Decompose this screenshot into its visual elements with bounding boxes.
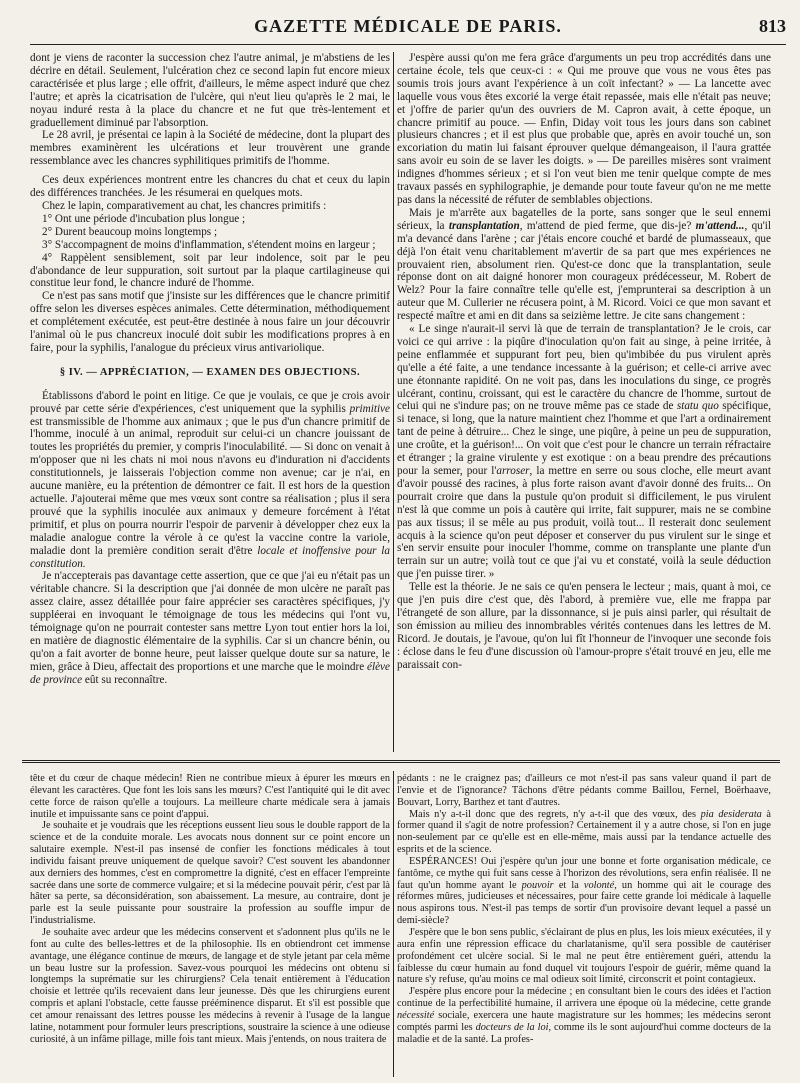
feuilleton-rule bbox=[22, 760, 780, 763]
list-item: 3° S'accompagnent de moins d'inflammation, s'étendent moins en largeur ; bbox=[42, 238, 376, 251]
paragraph: Établissons d'abord le point en litige. Ce que je voulais, ce que je crois avoir prouvé par cette série d'expériences, c'est uniquement que la syphilis primitive est transmissible de l'homme aux animaux ; que le pus d'un chancre primitif de l'homme, inoculé à un animal, reproduit sur celui-ci un chancre jouissant de toutes les propriétés du premier, y compris l'inoculabilité. — Si donc on venait à m'opposer que ni les chats ni moi nous n'avons eu d'induration ni d'accidents constitutionnels, je laisserais l'objection comme non avenue; car je n'ai, en aucune manière, eu la prétention de démontrer ce fait. Il est hors de la question actuelle. J'ajouterai même que mes vœux sont contre sa réalisation ; plus il sera prouvé que la syphilis inoculée aux animaux y demeure forcément à l'état primitif, et plus on pourra nourrir l'espoir de parvenir à développer chez eux la maladie analogue contre la vérole à ce qu'est la vaccine contre la variole, maladie dont la première condition serait d'être locale et inoffensive pour la constitution. bbox=[30, 389, 390, 570]
paragraph: Telle est la théorie. Je ne sais ce qu'en pensera le lecteur ; mais, quant à moi, ce que j'en puis dire c'est que, dès l'abord, à première vue, elle me frappa par l'étrangeté de son allure, par la dissonnance, si je puis ainsi parler, qui résultait de son émission au milieu des innombrables vérités contenues dans les lettres de M. Ricord. Je doutais, je l'avoue, qu'on lui fît l'honneur de l'invoquer une seconde fois : éclose dans le feu d'une discussion où l'amour-propre s'était trouvé en jeu, elle me paraissait con- bbox=[397, 581, 771, 671]
paragraph: J'espère que le bon sens public, s'éclairant de plus en plus, les lois mieux exécutées, il y aura enfin une répression efficace du charlatanisme, qu'il sera possible de cautériser profondément cet ulcère social. Si le mal ne peut être entièrement guéri, attendu la faiblesse du cœur humain au fond duquel vit toujours l'espoir de guérir, même quand la nature s'y refuse, qu'au moins ce mal odieux soit limité, circonscrit et point contagieux. bbox=[397, 926, 771, 986]
paragraph: Chez le lapin, comparativement au chat, les chancres primitifs : bbox=[42, 199, 327, 212]
paragraph: Ces deux expériences montrent entre les chancres du chat et ceux du lapin des différences tranchées. Je les résumerai en quelques mots. bbox=[30, 174, 390, 200]
paragraph: ESPÉRANCES! Oui j'espère qu'un jour une bonne et forte organisation médicale, ce fantôme, ce mythe qui fuit sans cesse à l'horizon des révolutions, sera enfin réalisée. Il ne faut qu'un homme ayant le pouvoir et la volonté, un homme qui ait le courage des réformes mûres, judicieuses et nécessaires, pour faire cette grande loi médicale à laquelle nous aspirons tous. N'est-il pas temps de sortir d'un provisoire devant lequel a passé un demi-siècle? bbox=[397, 855, 771, 927]
section-heading: § IV. — APPRÉCIATION, — EXAMEN DES OBJECTIONS. bbox=[59, 366, 361, 378]
paragraph: Le 28 avril, je présentai ce lapin à la Société de médecine, dont la plupart des membres examinèrent les ulcérations et leur trouvèrent une grande ressemblance avec les chancres syphilitiques primitifs de l'homme. bbox=[30, 129, 390, 168]
paragraph: Je n'accepterais pas davantage cette assertion, que ce que j'ai eu n'était pas un véritable chancre. Si la description que j'ai donnée de mon ulcère ne paraît pas assez claire, assez détaillée pour faire apprécier ses caractères spécifiques, j'y suppléerai en invoquant le témoignage de tous les médecins qui l'ont vu, témoignage qu'on ne pourrait contester sans mettre Lyon tout entier hors la loi, en matière de diagnostic élémentaire de la syphilis. Car si un chancre bénin, ou qu'on a fait avorter de bonne heure, peut laisser quelque doute sur sa nature, le mien, grâce à Dieu, affectait des proportions et une marche que le moindre élève de province eût su reconnaître. bbox=[30, 570, 390, 686]
paragraph: J'espère aussi qu'on me fera grâce d'arguments un peu trop accrédités dans une certaine école, tels que ceux-ci : « Qui me prouve que vous ne vous êtes pas soumis trois jours avant l'expérience à un coït infectant? » — La lancette avec laquelle vous vous êtes excorié la verge était repassée, mais elle n'était pas neuve; et j'offre de parier qu'un des ouvriers de M. Capron avait, à cette époque, un chancre primitif au pouce. — Enfin, Diday voit tous les jours dans son cabinet plusieurs chancres ; et il est plus que probable que, après en avoir touché un, son excoriation du matin lui faisant éprouver quelque démangeaison, il l'aura grattée sans avoir eu soin de se laver les doigts. » — De pareilles misères sont vraiment indignes d'hommes sérieux ; et si l'on veut bien me tenir quelque compte de mes travaux passés en syphilographie, je demande pour toute faveur qu'on ne me mette pas dans la nécessité de réfuter de semblables objections. bbox=[397, 52, 771, 206]
column-divider bbox=[393, 52, 394, 752]
journal-title: GAZETTE MÉDICALE DE PARIS. bbox=[254, 16, 562, 36]
header-rule bbox=[30, 44, 786, 45]
list-item: 2° Durent beaucoup moins longtemps ; bbox=[42, 225, 218, 238]
quotation: « Le singe n'aurait-il servi là que de terrain de transplantation? Je le crois, car voici ce qui arrive : la piqûre d'inoculation qu'on fait au singe, à peine irritée, à peine enflammée et suppurant fort peu, bien qu'imbibée du pus virulent après qu'elle a été faite, a une tendance incessante à la guérison; et celle-ci arrive avec une étonnante rapidité. On ne voit pas, dans les inoculations du singe, ce progrès ulcérant, continu, croissant, qui est le caractère du chancre de l'homme, surtout de celui qui ne s'indure pas; on ne trouve même pas ce stade de statu quo spécifique, si tenace, si long, que la nature maintient chez l'homme et que l'art a ordinairement tant de peine à détruire... Chez le singe, une piqûre, à peine un peu de suppuration, une croûte, et la guérison!... On voit que c'est pour le chancre un terrain réfractaire et étranger ; la graine virulente y est exotique : on a beau prendre des précautions pour la semer, pour l'arroser, la mettre en serre ou sous cloche, elle meurt avant d'avoir poussé des racines, à plus forte raison avant d'avoir donné des fruits... On pourrait croire que dans la pustule qu'on produit si difficilement, le pus virulent n'est là que comme un pois à cautère qui irrite, fait suppurer, mais ne se combine pas aux tissus; il se mêle au pus produit, voilà tout... Il resterait donc seulement acquis à la science qu'on peut déposer et conserver du pus virulent sur le singe et s'en servir ensuite pour inoculer l'homme, comme on transplante une plante d'un terrain sur un autre; voilà tout ce que j'ai vu et constaté, voilà la seule déduction que j'en puisse tirer. » bbox=[397, 323, 771, 581]
paragraph: Je souhaite et je voudrais que les réceptions eussent lieu sous le double rapport de la science et de la conduite morale. Les avocats nous donnent sur ce point encore un salutaire exemple. N'est-il pas insensé de confier les fonctions médicales à tout individu faisant preuve uniquement de quelque savoir? C'est souvent les abandonner aux derniers des hommes, c'est en compromettre la dignité, c'est en effacer l'empreinte sacrée dans une sorte de commerce vulgaire; et si la médecine pouvait périr, c'est par là hâter sa perte, sa déconsidération, son abaissement. La mesure, au contraire, dont je parle est la seule puissante pour soustraire la profession au souffle impur de l'industrialisme. bbox=[30, 820, 390, 927]
paragraph: J'espère plus encore pour la médecine ; en consultant bien le cours des idées et l'action continue de la perfectibilité humaine, il arrivera une époque où la médecine, cette grande nécessité sociale, exercera une haute magistrature sur les hommes; les médecins seront comptés parmi les docteurs de la loi, comme ils le sont aujourd'hui comme docteurs de la maladie et de la santé. La profes- bbox=[397, 986, 771, 1045]
page-number: 813 bbox=[759, 16, 786, 36]
bottom-left-column bbox=[30, 773, 390, 1079]
list-item: 1° Ont une période d'incubation plus longue ; bbox=[42, 212, 246, 225]
paragraph: Mais je m'arrête aux bagatelles de la porte, sans songer que le seul ennemi sérieux, la transplantation, m'attend de pied ferme, que dis-je? m'attend..., qu'il m'a devancé dans l'arène ; car j'étais encore couché et bardé de plumasseaux, que déjà l'on était venu charitablement m'avertir de sa part que mes expériences ne prouvaient rien, absolument rien. Qu'est-ce donc que la transplantation, seule réponse dont on ait daigné honorer mon courageux prédécesseur, M. Robert de Welz? Pour la faire connaître telle qu'elle est, j'emprunterai sa description à un auteur que M. Cullerier ne récusera point, à M. Ricord. Voici ce que mon savant et respecté maître et ami en dit dans sa seizième lettre. Je cite sans changement : bbox=[397, 206, 771, 323]
page-header bbox=[30, 14, 786, 44]
column-divider bbox=[393, 771, 394, 1077]
top-right-column bbox=[397, 52, 771, 752]
paragraph: Je souhaite avec ardeur que les médecins conservent et s'adonnent plus qu'ils ne le font au culte des belles-lettres et de la philosophie. Ils en obtiendront cet immense avantage, une élégance continue de mœurs, de langage et de style jetant par cela même un beau lustre sur la profession. Savez-vous pourquoi les médecins ont obtenu si longtemps la suprématie sur les chirurgiens? Cela tenait entièrement à l'éducation choisie et lettrée qu'ils recevaient dans leur jeunesse. Dès que les chirurgiens eurent compris et aplani l'obstacle, cette fausse prééminence disparut. Et s'il est possible que cet amour renaissant des lettres pousse les médecins à revenir à l'usage de la langue latine, notamment pour formuler leurs prescriptions, soustraire la science à une odieuse curiosité, à un infâme pillage, mille fois tant mieux. Mais j'entends, on nous traitera de bbox=[30, 926, 390, 1045]
list-item: 4° Rappèlent sensiblement, soit par leur indolence, soit par le peu d'abondance de leur suppuration, soit surtout par la plaque cartilagineuse qui constitue leur fond, le chancre induré de l'homme. bbox=[30, 251, 390, 290]
paragraph: tête et du cœur de chaque médecin! Rien ne contribue mieux à épurer les mœurs en élevant les caractères. Que font les lois sans les mœurs? C'est l'antiquité qui le dit avec cette force de raison qu'elle a toujours. La meilleure charte médicale sera à jamais inutile et impuissante sans ce point d'appui. bbox=[30, 773, 390, 820]
paragraph: dont je viens de raconter la succession chez l'autre animal, je m'abstiens de les décrire en détail. Seulement, l'ulcération chez ce second lapin fut encore mieux caractérisée et plus large ; elle offrit, d'ailleurs, le même aspect induré que chez l'autre; et après la cicatrisation de l'ulcère, qui n'eut lieu qu'après le 2 mai, le noyau induré resta à la place du chancre et ne fut que très-lentement et graduellement diminué par l'absorption. bbox=[30, 52, 390, 129]
top-left-column bbox=[30, 52, 390, 752]
paragraph: pédants : ne le craignez pas; d'ailleurs ce mot n'est-il pas sans valeur quand il part de l'envie et de l'ignorance? Tâchons d'être pédants comme Baillou, Fernel, Boërhaave, Bouvart, Lorry, Barthez et tant d'autres. bbox=[397, 773, 771, 808]
bottom-right-column bbox=[397, 773, 771, 1079]
paragraph: Mais n'y a-t-il donc que des regrets, n'y a-t-il que des vœux, des pia desiderata à former quand il s'agit de notre profession? Certainement il y a autre chose, si l'on en juge non-seulement par ce qu'elle est en elle-même, mais aussi par la tendance actuelle des esprits et de la science. bbox=[397, 808, 771, 856]
paragraph: Ce n'est pas sans motif que j'insiste sur les différences que le chancre primitif offre selon les diverses espèces animales. Cette détermination, méthodiquement et complétement exécutée, est peut-être destinée à nous faire un jour découvrir l'animal où le pus chancreux inoculé doit subir les modifications propres à en faire, pour la syphilis, l'analogue du précieux virus antivariolique. bbox=[30, 290, 390, 354]
